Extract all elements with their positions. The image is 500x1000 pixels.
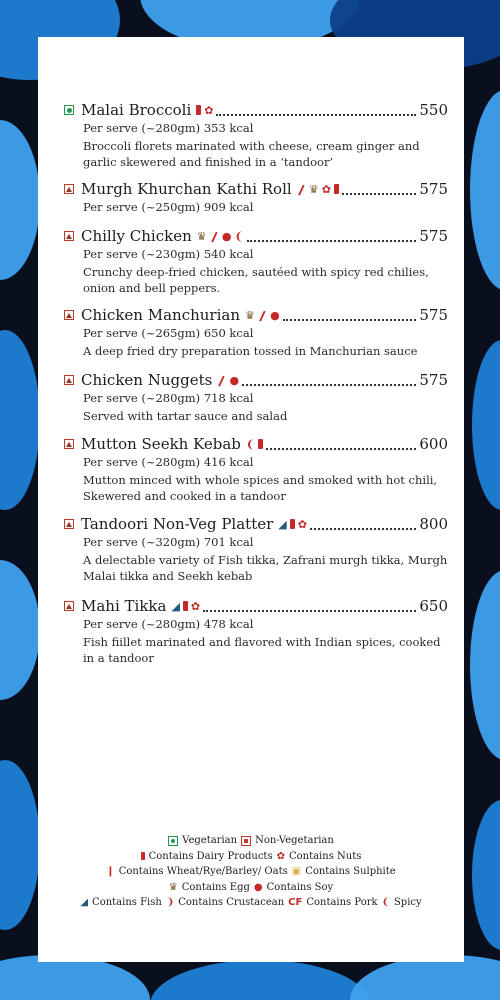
spicy-icon: ❨ [381,897,390,908]
menu-item-name: Chilly Chicken [81,227,192,245]
dairy-icon [290,519,295,529]
dot-leader [342,183,416,195]
menu-item-serving: Per serve (~250gm) 909 kcal [83,200,254,214]
menu-item-name: Chicken Nuggets [81,371,213,389]
menu-item-header [64,179,448,199]
menu-item-name: Mutton Seekh Kebab [81,435,241,453]
menu-item-price: 575 [419,180,448,198]
menu-item [64,100,448,170]
egg-icon: ♛ [168,881,178,893]
menu-item-serving: Per serve (~280gm) 353 kcal [83,121,254,135]
veg-icon [168,836,178,846]
menu-item-description: Broccoli florets marinated with cheese, cream ginger and garlic skewered and finished in a ‘tandoor’ [83,139,420,169]
nonveg-icon [64,231,74,241]
nonveg-icon [241,836,251,846]
nuts-icon: ✿ [204,103,214,117]
menu-item-description: A deep fried dry preparation tossed in Manchurian sauce [83,344,418,358]
nonveg-icon [64,601,74,611]
menu-item-serving: Per serve (~320gm) 701 kcal [83,535,254,549]
nuts-icon: ✿ [276,850,285,862]
legend-wheat: Contains Wheat/Rye/Barley/ Oats [118,866,288,877]
menu-item-name: Tandoori Non-Veg Platter [81,515,274,533]
menu-item-serving: Per serve (~265gm) 650 kcal [83,326,254,340]
soy-icon: ● [221,229,232,243]
wheat-icon: ❙ [207,228,222,244]
crustacean-icon: ❩ [165,897,175,908]
fish-icon: ◢ [80,897,89,908]
dairy-icon [141,852,145,860]
menu-item-name: Chicken Manchurian [81,306,240,324]
soy-icon: ● [253,881,263,893]
egg-icon: ♛ [245,308,255,322]
menu-item [64,179,448,215]
dot-leader [310,518,416,530]
legend-spicy: Spicy [393,897,422,908]
menu-item-description: Served with tartar sauce and salad [83,409,288,423]
menu-item-header [64,370,448,390]
wheat-icon: ❙ [215,372,229,388]
menu-item-price: 575 [419,371,448,389]
pork-cf-icon: CF [288,897,303,908]
menu-item-header [64,596,448,616]
soy-icon: ● [229,373,240,387]
menu-item-name: Mahi Tikka [81,597,167,615]
dairy-icon [183,601,188,611]
nuts-icon: ✿ [297,517,307,531]
menu-item-description: Mutton minced with whole spices and smoked with hot chili, Skewered and cooked in a tandoor [83,473,438,503]
nonveg-icon [64,519,74,529]
nonveg-icon [64,439,74,449]
legend-dairy: Contains Dairy Products [148,850,273,862]
menu-item-description: A delectable variety of Fish tikka, Zafrani murgh tikka, Murgh Malai tikka and Seekh kebab [83,553,448,583]
menu-item-price: 650 [419,597,448,615]
dairy-icon [196,105,201,115]
legend-egg: Contains Egg [181,881,250,893]
menu-item-price: 550 [419,101,448,119]
dot-leader [216,104,416,116]
nuts-icon: ✿ [190,599,201,613]
allergen-legend [38,833,464,911]
fish-icon: ◢ [278,517,287,531]
menu-item-price: 600 [419,435,448,453]
legend-pork: Contains Pork [306,897,378,908]
legend-fish: Contains Fish [92,897,162,908]
wheat-icon: ❙ [255,307,270,323]
menu-item [64,305,448,359]
menu-item-header [64,434,448,454]
menu-item-name: Malai Broccoli [81,101,192,119]
menu-item-serving: Per serve (~230gm) 540 kcal [83,247,254,261]
menu-item [64,596,448,666]
menu-item-price: 575 [419,227,448,245]
soy-icon: ● [270,308,280,322]
legend-crustacean: Contains Crustacean [178,897,285,908]
menu-item [64,514,448,584]
egg-icon: ♛ [308,182,319,196]
nonveg-icon [64,184,74,194]
legend-soy: Contains Soy [266,881,334,893]
menu-item-price: 575 [419,306,448,324]
dot-leader [283,309,417,321]
dot-leader [242,374,416,386]
wheat-icon: ❙ [294,181,309,197]
menu-item [64,434,448,504]
legend-veg: Vegetarian [182,835,238,846]
dairy-icon [334,184,339,194]
spicy-icon: ❨ [234,229,244,243]
dairy-icon [258,439,263,449]
wheat-icon: ❙ [106,866,115,877]
legend-nonveg: Non-Vegetarian [255,835,334,846]
dot-leader [266,438,416,450]
menu-item-header [64,514,448,534]
menu-item-header [64,305,448,325]
spicy-icon: ❨ [245,437,256,451]
menu-item-header [64,226,448,246]
menu-item-description: Fish fiillet marinated and flavored with Indian spices, cooked in a tandoor [83,635,441,665]
menu-item [64,370,448,424]
egg-icon: ♛ [196,229,207,243]
menu-card [38,37,464,962]
fish-icon: ◢ [171,599,180,613]
menu-item-serving: Per serve (~280gm) 718 kcal [83,391,254,405]
sulphite-icon: ▣ [291,866,302,877]
nuts-icon: ✿ [321,182,331,196]
menu-item-price: 800 [419,515,448,533]
dot-leader [247,230,417,242]
dot-leader [203,600,416,612]
menu-item-name: Murgh Khurchan Kathi Roll [81,180,292,198]
menu-item-description: Crunchy deep-fried chicken, sautéed with spicy red chilies, onion and bell peppers. [83,265,429,295]
legend-sulphite: Contains Sulphite [305,866,396,877]
menu-item-serving: Per serve (~280gm) 416 kcal [83,455,254,469]
nonveg-icon [64,375,74,385]
veg-icon [64,105,74,115]
nonveg-icon [64,310,74,320]
menu-item-serving: Per serve (~280gm) 478 kcal [83,617,254,631]
legend-nuts: Contains Nuts [288,850,362,862]
menu-item [64,226,448,296]
menu-item-header [64,100,448,120]
